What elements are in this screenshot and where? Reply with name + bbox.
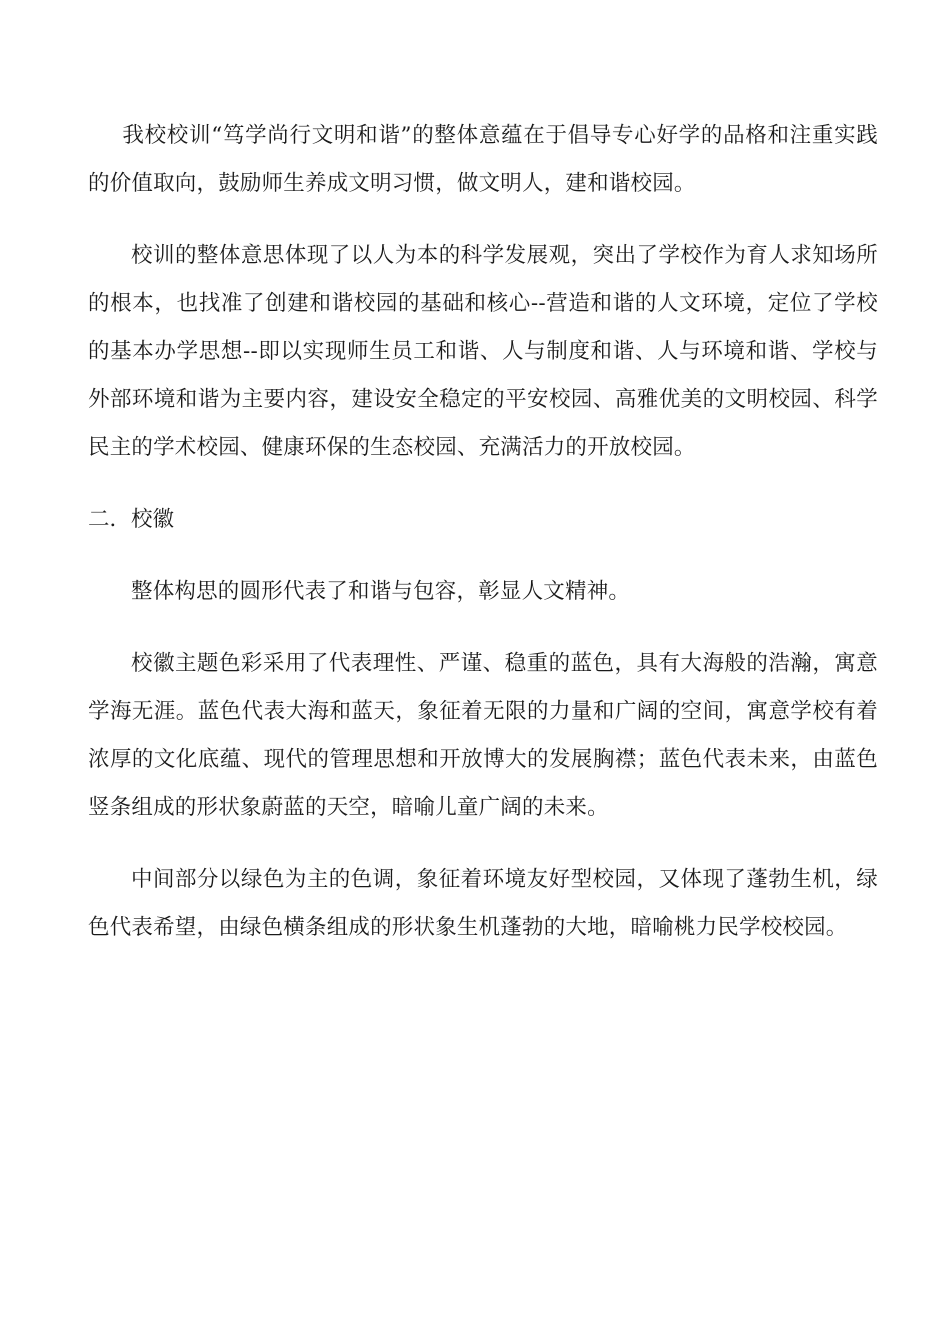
paragraph-gap: [88, 544, 878, 568]
paragraph-emblem-green: 中间部分以绿色为主的色调，象征着环境友好型校园，又体现了蓬勃生机，绿色代表希望，由绿色横条组成的形状象生机蓬勃的大地，暗喻桃力民学校校园。: [88, 867, 878, 940]
paragraph-gap: [88, 208, 878, 232]
paragraph-gap: [88, 472, 878, 496]
paragraph-motto: 我校校训“笃学尚行文明和谐”的整体意蕴在于倡导专心好学的品格和注重实践的价值取向，鼓励师生养成文明习惯，做文明人，建和谐校园。: [88, 123, 878, 196]
paragraph-motto-meaning: 校训的整体意思体现了以人为本的科学发展观，突出了学校作为育人求知场所的根本，也找准了创建和谐校园的基础和核心--营造和谐的人文环境，定位了学校的基本办学思想--即以实现师生员工和谐、人与制度和谐、人与环境和谐、学校与外部环境和谐为主要内容，建设安全稳定的平安校园、高雅优美的文明校园、科学民主的学术校园、健康环保的生态校园、充满活力的开放校园。: [88, 243, 878, 460]
paragraph-emblem-blue: 校徽主题色彩采用了代表理性、严谨、稳重的蓝色，具有大海般的浩瀚，寓意学海无涯。蓝色代表大海和蓝天，象征着无限的力量和广阔的空间，寓意学校有着浓厚的文化底蕴、现代的管理思想和开放博大的发展胸襟；蓝色代表未来，由蓝色竖条组成的形状象蔚蓝的天空，暗喻儿童广阔的未来。: [88, 651, 878, 820]
document-page: [88, 112, 878, 952]
section-heading-emblem: 二．校徽: [88, 507, 175, 532]
paragraph-emblem-shape: 整体构思的圆形代表了和谐与包容，彰显人文精神。: [131, 579, 631, 604]
paragraph-gap: [88, 616, 878, 640]
paragraph-gap: [88, 832, 878, 856]
